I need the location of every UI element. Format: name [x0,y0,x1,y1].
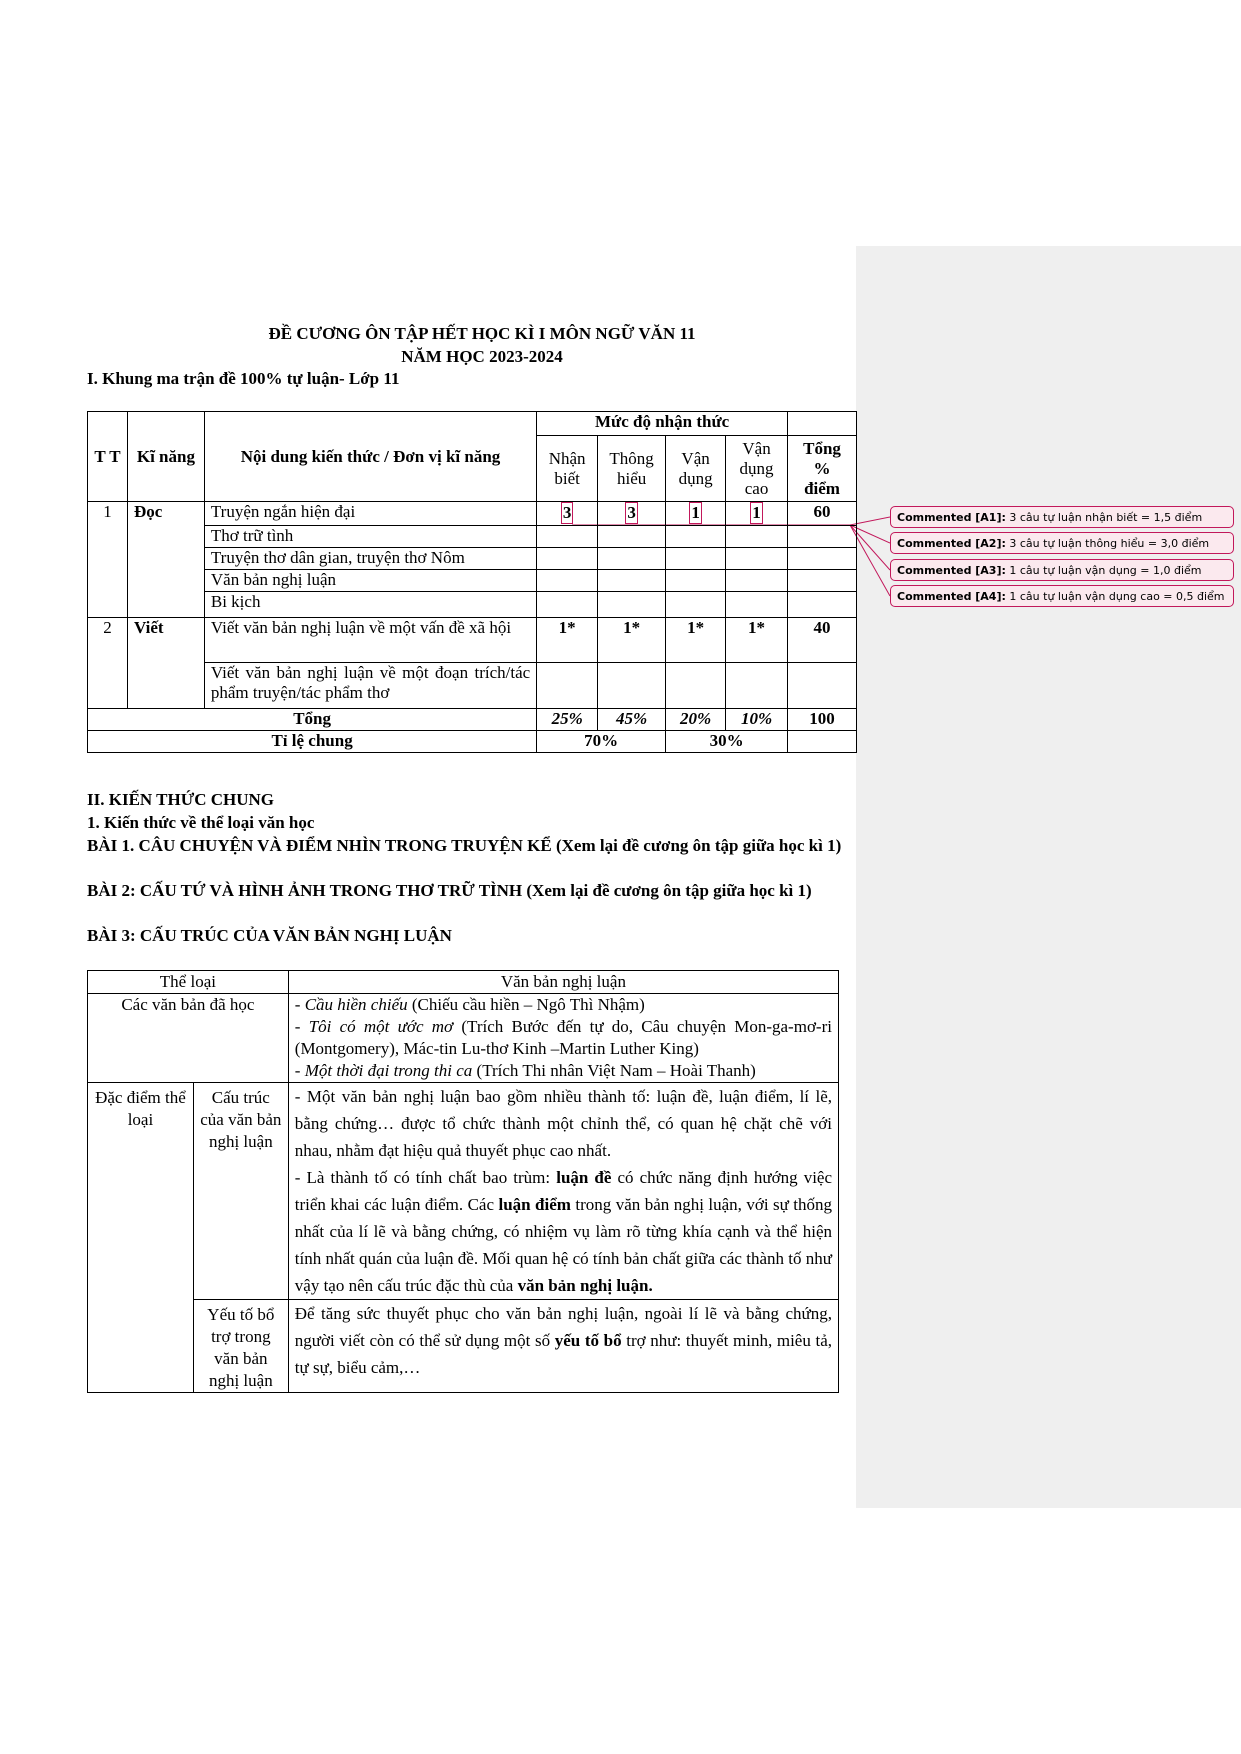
row1-total: 60 [788,502,857,526]
matrix-table [87,411,857,753]
comment-anchor-a4[interactable]: 1 [752,503,761,522]
row1-skill: Đọc [127,502,204,618]
bai2-heading: BÀI 2: CẤU TỨ VÀ HÌNH ẢNH TRONG THƠ TRỮ TÌNH (Xem lại đề cương ôn tập giữa học kì 1) [87,881,812,900]
row1-nhan-biet [537,502,598,526]
sum-total: 100 [788,709,857,731]
sum-label: Tổng [88,709,537,731]
work-title: Tôi có một ước mơ [308,1017,454,1036]
genre-header: Thể loại [88,971,289,994]
comment-pane [856,246,1241,1508]
studied-label: Các văn bản đã học [88,994,289,1083]
support-content: Để tăng sức thuyết phục cho văn bản nghị luận, ngoài lí lẽ và bằng chứng, người viết còn có thể sử dụng một số yếu tố bổ trợ như: thuyết minh, miêu tả, tự sự, biểu cảm,… [288,1300,838,1393]
comment-text: 3 câu tự luận thông hiểu = 3,0 điểm [1009,537,1210,550]
type-header: Văn bản nghị luận [288,971,838,994]
genre-table [87,970,839,1393]
sum-van-dung-cao: 10% [726,709,788,731]
struct-label: Cấu trúc của văn bản nghị luận [193,1083,288,1300]
struct-paragraph: - Một văn bản nghị luận bao gồm nhiều thành tố: luận đề, luận điểm, lí lẽ, bằng chứng… được tổ chức thành một chỉnh thể, có quan hệ chặt chẽ với nhau, nhằm đạt hiệu quả thuyết phục cao nhất. [294,1087,832,1160]
row2-thong-hieu: 1* [598,618,666,663]
comment-text: 1 câu tự luận vận dụng = 1,0 điểm [1009,564,1202,577]
comment-tag: Commented [A2]: [897,537,1006,550]
ratio-a: 70% [537,731,666,753]
section2-sub: 1. Kiến thức về thể loại văn học [87,813,315,832]
row2-item: Viết văn bản nghị luận về một đoạn trích/tác phẩm truyện/tác phẩm thơ [204,663,536,709]
studied-work: - Một thời đại trong thi ca (Trích Thi nhân Việt Nam – Hoài Thanh) [294,1061,756,1080]
row1-tt: 1 [88,502,128,618]
comment-tag: Commented [A4]: [897,590,1006,603]
row2-skill: Viết [127,618,204,709]
row2-van-dung-cao: 1* [726,618,788,663]
row2-total: 40 [788,618,857,663]
studied-work: - Cầu hiền chiếu (Chiếu cầu hiền – Ngô Thì Nhậm) [294,995,645,1014]
work-title: Một thời đại trong thi ca [304,1061,473,1080]
comment-a4[interactable] [890,585,1234,607]
ratio-b: 30% [666,731,788,753]
comment-text: 1 câu tự luận vận dụng cao = 0,5 điểm [1009,590,1225,603]
comment-text: 3 câu tự luận nhận biết = 1,5 điểm [1009,511,1203,524]
header-van-dung: Vận dụng [666,436,726,502]
work-note: (Trích Thi nhân Việt Nam – Hoài Thanh) [472,1061,756,1080]
support-label: Yếu tố bổ trợ trong văn bản nghị luận [193,1300,288,1393]
header-empty [788,412,857,436]
row2-item: Viết văn bản nghị luận về một vấn đề xã hội [204,618,536,663]
header-tt: T T [88,412,128,502]
work-note: (Chiếu cầu hiền – Ngô Thì Nhậm) [407,995,645,1014]
header-content: Nội dung kiến thức / Đơn vị kĩ năng [204,412,536,502]
row2-tt: 2 [88,618,128,709]
comment-a1[interactable] [890,506,1234,528]
row1-item: Bi kịch [204,592,536,618]
section1-heading: I. Khung ma trận đề 100% tự luận- Lớp 11 [87,369,400,388]
comment-tag: Commented [A3]: [897,564,1006,577]
row1-van-dung-cao [726,502,788,526]
studied-list [288,994,838,1083]
row1-thong-hieu [598,502,666,526]
row1-item: Thơ trữ tình [204,526,536,548]
header-nhan-biet: Nhận biết [537,436,598,502]
sum-thong-hieu: 45% [598,709,666,731]
comment-tag: Commented [A1]: [897,511,1006,524]
row2-van-dung: 1* [666,618,726,663]
work-title: Cầu hiền chiếu [304,995,408,1014]
comment-a3[interactable] [890,559,1234,581]
feature-label: Đặc điểm thể loại [88,1083,194,1393]
row2-nhan-biet: 1* [537,618,598,663]
header-skill: Kĩ năng [127,412,204,502]
row1-item: Truyện ngắn hiện đại [204,502,536,526]
struct-paragraph: - Là thành tố có tính chất bao trùm: luận đề có chức năng định hướng việc triển khai các luận điểm. Các luận điểm trong văn bản nghị luận, với sự thống nhất của lí lẽ và bằng chứng, có nhiệm vụ làm rõ từng khía cạnh và thể hiện tính nhất quán của luận đề. Mối quan hệ có tính bản chất giữa các thành tố như vậy tạo nên cấu trúc đặc thù của văn bản nghị luận. [294,1168,833,1295]
comment-anchor-a1[interactable]: 3 [562,503,572,522]
doc-subtitle: NĂM HỌC 2023-2024 [401,347,563,366]
header-level: Mức độ nhận thức [537,412,788,436]
ratio-label: Tỉ lệ chung [88,731,537,753]
sum-van-dung: 20% [666,709,726,731]
bai3-heading: BÀI 3: CẤU TRÚC CỦA VĂN BẢN NGHỊ LUẬN [87,926,452,945]
section2-heading: II. KIẾN THỨC CHUNG [87,790,275,809]
header-van-dung-cao: Vận dụng cao [726,436,788,502]
bai1-heading: BÀI 1. CÂU CHUYỆN VÀ ĐIỂM NHÌN TRONG TRUYỆN KỂ (Xem lại đề cương ôn tập giữa học kì 1) [87,836,842,855]
header-thong-hieu: Thông hiểu [598,436,666,502]
comment-a2[interactable] [890,532,1234,554]
row1-item: Văn bản nghị luận [204,570,536,592]
doc-title: ĐỀ CƯƠNG ÔN TẬP HẾT HỌC KÌ I MÔN NGỮ VĂN 11 [268,324,696,343]
studied-work: - Tôi có một ước mơ (Trích Bước đến tự do, Câu chuyện Mon-ga-mơ-ri (Montgomery), Mác-tin Lu-thơ Kinh –Martin Luther King) [294,1017,832,1058]
row1-van-dung [666,502,726,526]
work-note: (Trích Bước đến tự do, Câu chuyện Mon-ga-mơ-ri (Montgomery), Mác-tin Lu-thơ Kinh –Martin Luther King) [294,1017,832,1058]
sum-nhan-biet: 25% [537,709,598,731]
struct-content [288,1083,838,1300]
header-total: Tổng % điểm [788,436,857,502]
comment-anchor-a3[interactable]: 1 [691,503,700,522]
comment-anchor-a2[interactable]: 3 [627,503,636,522]
row1-item: Truyện thơ dân gian, truyện thơ Nôm [204,548,536,570]
